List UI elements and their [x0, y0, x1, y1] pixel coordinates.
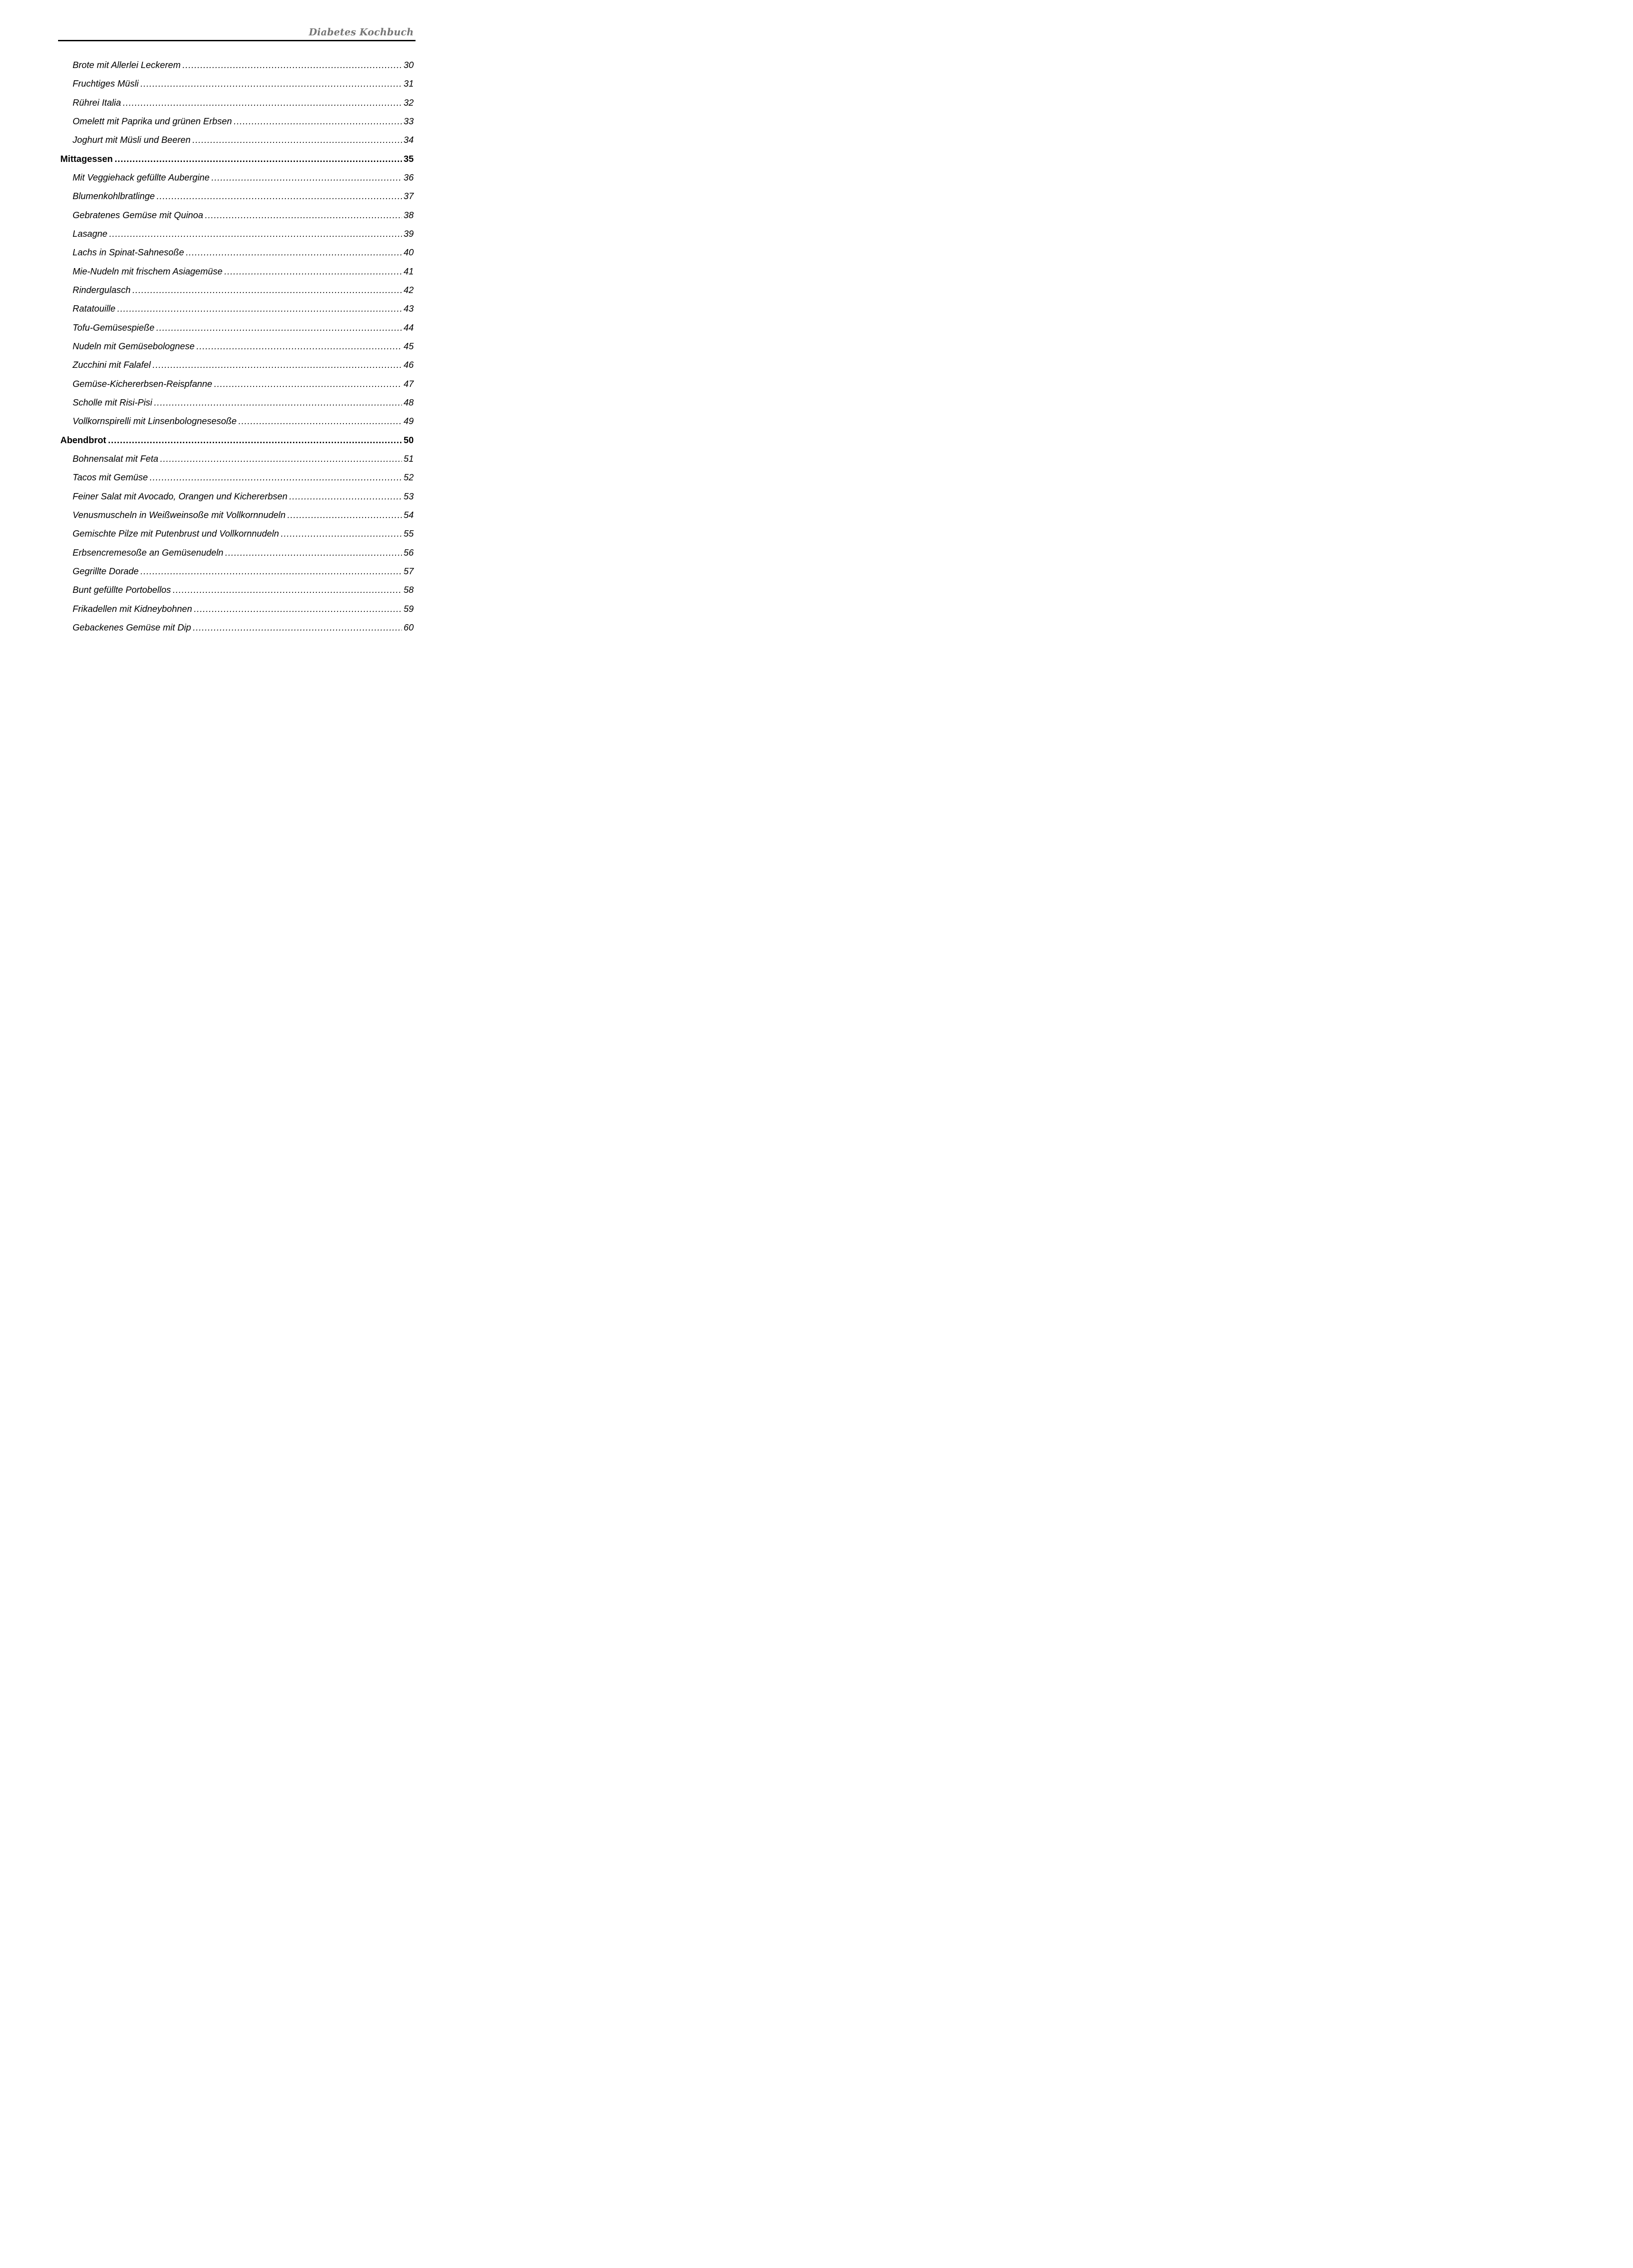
toc-entry[interactable]: [73, 206, 414, 225]
toc-entry[interactable]: [73, 506, 414, 524]
toc-dot-leader: [186, 244, 402, 262]
document-page: [0, 0, 472, 708]
toc-entry-page-number: 50: [403, 435, 414, 445]
toc-entry-page-number: 46: [403, 360, 414, 371]
toc-entry[interactable]: [73, 94, 414, 112]
toc-entry-title: Lachs in Spinat-Sahnesoße: [73, 248, 184, 258]
toc-dot-leader: [150, 469, 402, 487]
toc-entry-page-number: 59: [403, 604, 414, 614]
toc-entry[interactable]: [73, 469, 414, 487]
toc-entry-title: Abendbrot: [60, 435, 107, 445]
toc-entry-title: Feiner Salat mit Avocado, Orangen und Kichererbsen: [73, 491, 288, 502]
toc-dot-leader: [109, 225, 402, 243]
toc-entry[interactable]: [73, 544, 414, 562]
toc-dot-leader: [182, 56, 402, 74]
toc-entry[interactable]: [73, 131, 414, 149]
toc-dot-leader: [281, 525, 402, 543]
toc-entry-title: Mie-Nudeln mit frischem Asiagemüse: [73, 266, 223, 277]
toc-entry[interactable]: [73, 412, 414, 430]
toc-dot-leader: [108, 431, 402, 450]
toc-entry-title: Gemischte Pilze mit Putenbrust und Vollkornnudeln: [73, 529, 279, 539]
toc-entry-page-number: 34: [403, 135, 414, 146]
toc-dot-leader: [192, 131, 402, 149]
toc-entry[interactable]: [73, 112, 414, 131]
toc-entry[interactable]: [73, 356, 414, 374]
toc-entry-title: Vollkornspirelli mit Linsenbolognesesoße: [73, 416, 237, 427]
toc-entry-page-number: 40: [403, 248, 414, 258]
toc-entry-page-number: 30: [403, 60, 414, 70]
toc-entry[interactable]: [73, 319, 414, 337]
toc-entry-title: Mittagessen: [60, 154, 113, 164]
toc-entry-page-number: 44: [403, 323, 414, 333]
toc-entry-title: Venusmuscheln in Weißweinsoße mit Vollkornnudeln: [73, 510, 286, 520]
toc-entry-title: Erbsencremesoße an Gemüsenudeln: [73, 547, 224, 558]
toc-entry-title: Brote mit Allerlei Leckerem: [73, 60, 181, 70]
toc-entry-page-number: 51: [403, 454, 414, 464]
toc-entry-title: Gegrillte Dorade: [73, 566, 139, 577]
toc-dot-leader: [194, 600, 402, 618]
toc-entry[interactable]: [73, 263, 414, 281]
toc-entry-title: Gebratenes Gemüse mit Quinoa: [73, 210, 203, 220]
toc-section-entry[interactable]: [60, 150, 414, 168]
toc-dot-leader: [160, 450, 402, 468]
toc-entry-title: Frikadellen mit Kidneybohnen: [73, 604, 192, 614]
toc-entry-title: Scholle mit Risi-Pisi: [73, 397, 152, 408]
toc-entry-page-number: 32: [403, 98, 414, 108]
toc-entry-title: Ratatouille: [73, 304, 116, 314]
toc-entry-title: Rührei Italia: [73, 98, 121, 108]
header-rule: [58, 40, 416, 41]
toc-dot-leader: [196, 337, 402, 356]
toc-dot-leader: [156, 187, 402, 205]
toc-entry-title: Fruchtiges Müsli: [73, 79, 139, 89]
toc-entry[interactable]: [73, 562, 414, 581]
toc-entry[interactable]: [73, 394, 414, 412]
toc-entry[interactable]: [73, 581, 414, 599]
toc-entry[interactable]: [73, 281, 414, 299]
toc-entry-page-number: 48: [403, 397, 414, 408]
toc-entry-title: Rindergulasch: [73, 285, 131, 295]
toc-entry-page-number: 42: [403, 285, 414, 295]
toc-entry-page-number: 33: [403, 116, 414, 127]
toc-entry-page-number: 41: [403, 266, 414, 277]
toc-entry-title: Tofu-Gemüsespieße: [73, 323, 155, 333]
toc-entry-page-number: 52: [403, 473, 414, 483]
toc-entry[interactable]: [73, 187, 414, 205]
toc-entry-page-number: 54: [403, 510, 414, 520]
toc-entry-page-number: 58: [403, 585, 414, 596]
toc-entry-page-number: 35: [403, 154, 414, 164]
toc-entry-page-number: 38: [403, 210, 414, 220]
toc-entry[interactable]: [73, 56, 414, 74]
toc-dot-leader: [224, 263, 401, 281]
toc-entry-page-number: 56: [403, 547, 414, 558]
toc-entry[interactable]: [73, 488, 414, 506]
toc-entry-page-number: 37: [403, 191, 414, 202]
toc-entry-title: Omelett mit Paprika und grünen Erbsen: [73, 116, 232, 127]
toc-entry-page-number: 45: [403, 341, 414, 352]
toc-entry[interactable]: [73, 600, 414, 618]
toc-entry-title: Tacos mit Gemüse: [73, 473, 148, 483]
toc-entry-title: Zucchini mit Falafel: [73, 360, 151, 371]
toc-entry-page-number: 55: [403, 529, 414, 539]
toc-dot-leader: [115, 150, 402, 168]
toc-dot-leader: [132, 281, 402, 299]
toc-dot-leader: [141, 75, 402, 93]
toc-entry-page-number: 49: [403, 416, 414, 427]
toc-entry-title: Mit Veggiehack gefüllte Aubergine: [73, 172, 210, 183]
toc-entry-title: Gebackenes Gemüse mit Dip: [73, 622, 191, 633]
toc-entry[interactable]: [73, 244, 414, 262]
toc-entry-page-number: 43: [403, 304, 414, 314]
toc-entry-title: Bohnensalat mit Feta: [73, 454, 158, 464]
toc-dot-leader: [214, 375, 402, 393]
toc-dot-leader: [156, 319, 401, 337]
toc-entry-title: Lasagne: [73, 229, 108, 239]
toc-dot-leader: [152, 356, 401, 374]
toc-entry-page-number: 39: [403, 229, 414, 239]
toc-dot-leader: [193, 619, 402, 637]
toc-entry-title: Bunt gefüllte Portobellos: [73, 585, 171, 596]
toc-entry-title: Joghurt mit Müsli und Beeren: [73, 135, 191, 146]
toc-entry[interactable]: [73, 450, 414, 468]
toc-entry-title: Gemüse-Kichererbsen-Reispfanne: [73, 379, 212, 389]
toc-entry-page-number: 36: [403, 172, 414, 183]
toc-entry-page-number: 53: [403, 491, 414, 502]
toc-dot-leader: [239, 412, 402, 430]
toc-entry-title: Blumenkohlbratlinge: [73, 191, 155, 202]
toc-entry[interactable]: [73, 525, 414, 543]
toc-entry-page-number: 60: [403, 622, 414, 633]
toc-dot-leader: [205, 206, 402, 225]
toc-entry-page-number: 47: [403, 379, 414, 389]
toc-dot-leader: [123, 94, 402, 112]
toc-entry[interactable]: [73, 300, 414, 318]
toc-entry-page-number: 31: [403, 79, 414, 89]
running-header-title: Diabetes Kochbuch: [308, 26, 414, 38]
toc-entry[interactable]: [73, 75, 414, 93]
toc-dot-leader: [225, 544, 401, 562]
toc-dot-leader: [289, 488, 402, 506]
toc-dot-leader: [117, 300, 402, 318]
toc-entry[interactable]: [73, 337, 414, 356]
toc-entry[interactable]: [73, 619, 414, 637]
toc-entry-title: Nudeln mit Gemüsebolognese: [73, 341, 195, 352]
toc-entry[interactable]: [73, 225, 414, 243]
toc-dot-leader: [173, 581, 402, 599]
toc-entry-page-number: 57: [403, 566, 414, 577]
toc-entry[interactable]: [73, 375, 414, 393]
toc-section-entry[interactable]: [60, 431, 414, 450]
toc-dot-leader: [141, 562, 402, 581]
toc-dot-leader: [287, 506, 401, 524]
toc-dot-leader: [154, 394, 402, 412]
toc-entry[interactable]: [73, 169, 414, 187]
toc-dot-leader: [234, 112, 401, 131]
toc-dot-leader: [211, 169, 402, 187]
